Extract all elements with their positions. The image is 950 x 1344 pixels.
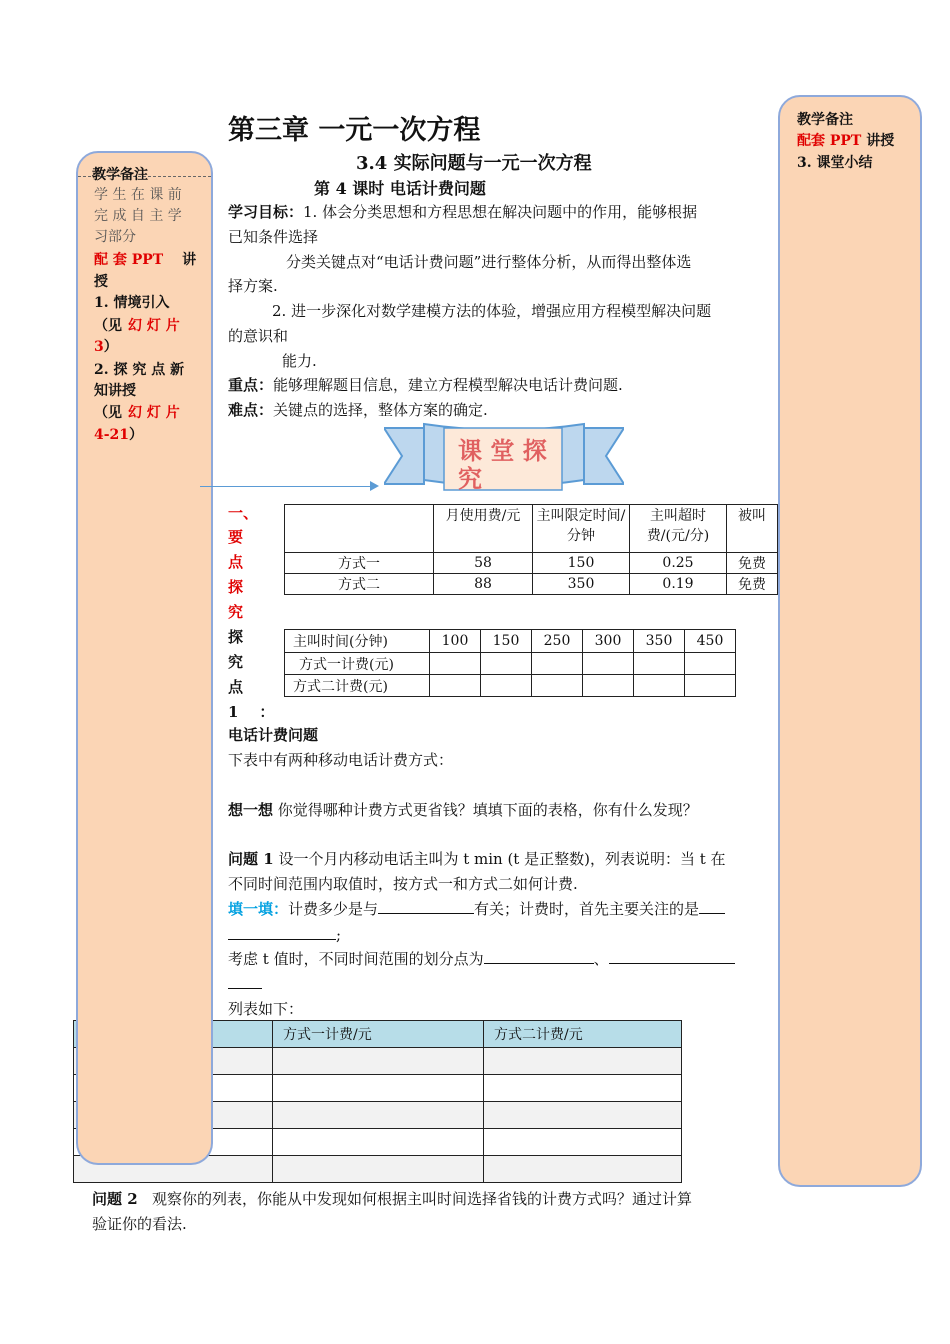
time-table-time: 350 [634, 630, 685, 653]
question-2-label: 问题 2 [92, 1190, 138, 1208]
time-table-time: 300 [583, 630, 634, 653]
list-table-cell [484, 1048, 682, 1075]
time-table-header [285, 630, 736, 653]
section-one-5: 究 [228, 603, 244, 621]
plan-table-row [285, 553, 778, 574]
left-notes-item-2: 2. 探 究 点 新 [94, 362, 185, 378]
left-notes-title: 教学备注 [92, 167, 148, 183]
list-table-cell [273, 1156, 484, 1183]
plan-table-header-cell [285, 505, 434, 553]
time-table-time: 100 [430, 630, 481, 653]
fill-blank-4[interactable] [484, 949, 594, 964]
think-text: 你觉得哪种计费方式更省钱？填填下面的表格，你有什么发现？ [273, 801, 698, 819]
plan-table-cell: 58 [434, 553, 533, 574]
right-notes-item-3: 3. 课堂小结 [797, 155, 873, 171]
fill-blank-2[interactable] [699, 899, 725, 914]
objectives-line-7: 能力. [282, 352, 317, 370]
fill-blank-6[interactable] [228, 988, 262, 989]
difficulty-label: 难点： [228, 401, 274, 419]
question-1-line-2: 不同时间范围内取值时，按方式一和方式二如何计费. [228, 875, 578, 893]
left-notes-text-3: 习部分 [94, 229, 136, 245]
phone-problem-title: 电话计费问题 [228, 726, 319, 744]
plan-table-cell: 方式二 [285, 574, 434, 595]
question-1-label: 问题 1 [228, 850, 274, 868]
fill-line-2-end: ; [336, 926, 342, 944]
time-table-cell [430, 653, 481, 675]
list-table-cell [273, 1075, 484, 1102]
time-table-cell [685, 675, 736, 697]
time-table-cell [583, 653, 634, 675]
banner-text: 课 堂 探 究 [458, 437, 547, 493]
plan-table-cell: 0.25 [630, 553, 727, 574]
lesson-title: 第 4 课时 电话计费问题 [314, 179, 486, 198]
right-notes-title: 教学备注 [797, 112, 853, 128]
left-notes-item-1-ref2 [94, 336, 118, 356]
left-notes-item-2-ref2 [94, 424, 143, 444]
fill-text-a: 计费多少是与 [288, 900, 379, 918]
objectives-line-4: 择方案. [228, 277, 278, 295]
objectives-label: 学习目标： [228, 203, 304, 221]
time-table-cell [430, 675, 481, 697]
left-notes-item-1-slide: 幻 灯 片 [128, 318, 180, 334]
time-table-time: 250 [532, 630, 583, 653]
time-table-time: 150 [481, 630, 532, 653]
key-point-label: 重点： [228, 376, 274, 394]
fill-text-d: 、 [593, 950, 609, 968]
time-table-cell [481, 675, 532, 697]
left-notes-item-2b: 知讲授 [94, 383, 136, 399]
key-point-text: 能够理解题目信息，建立方程模型解决电话计费问题. [273, 376, 623, 394]
key-point [228, 375, 623, 395]
time-table-cell [583, 675, 634, 697]
plan-table-cell: 方式一 [285, 553, 434, 574]
left-notes-ppt-black: 讲 [177, 252, 197, 268]
difficulty-text: 关键点的选择，整体方案的确定. [273, 401, 488, 419]
list-table-cell [484, 1156, 682, 1183]
section-one-2: 要 [228, 528, 244, 546]
time-table-row [285, 653, 736, 675]
chapter-title: 第三章 一元一次方程 [228, 115, 481, 146]
plan-table-header [285, 505, 778, 553]
objectives-line-2: 已知条件选择 [228, 228, 319, 246]
left-notes-item-1-num: 3 [94, 339, 104, 355]
question-2-text-1: 观察你的列表，你能从中发现如何根据主叫时间选择省钱的计费方式吗？通过计算 [137, 1190, 692, 1208]
section-title: 3.4 实际问题与一元一次方程 [356, 153, 592, 174]
objectives-line-5: 2. 进一步深化对数学建模方法的体验，增强应用方程模型解决问题 [272, 302, 712, 320]
plan-table-cell: 0.19 [630, 574, 727, 595]
pointer-arrow-line [200, 486, 372, 487]
plan-table-header-cell: 被叫 [727, 505, 778, 553]
list-table-header-cell: 方式二计费/元 [484, 1021, 682, 1048]
left-notes-item-1-open: （见 [94, 318, 122, 334]
left-notes-item-1-close: ） [103, 339, 118, 355]
left-notes-ppt-red: 配 套 PPT [94, 252, 164, 268]
question-1-text-1: 设一个月内移动电话主叫为 t min (t 是正整数)，列表说明：当 t 在 [273, 850, 726, 868]
section-one-8: 点 [228, 678, 244, 696]
section-one-6: 探 [228, 628, 244, 646]
left-notes-item-1-ref [94, 315, 180, 335]
time-table-cell [532, 653, 583, 675]
list-table-cell [484, 1075, 682, 1102]
fill-line-2 [228, 925, 341, 945]
section-one-3: 点 [228, 553, 244, 571]
list-table-header-cell: 方式一计费/元 [273, 1021, 484, 1048]
plan-table-cell: 150 [533, 553, 630, 574]
right-notes-ppt-black: 讲授 [861, 133, 895, 149]
list-table-cell [273, 1048, 484, 1075]
objectives-line-1 [228, 202, 697, 222]
plan-table-row [285, 574, 778, 595]
section-one-4: 探 [228, 578, 244, 596]
plan-table [284, 504, 778, 595]
left-notes-item-2-num: 4-21 [94, 427, 130, 443]
left-notes-item-2-close: ） [129, 427, 144, 443]
time-table-cell [532, 675, 583, 697]
time-table-header-label: 主叫时间(分钟) [285, 630, 430, 653]
list-table-cell [273, 1129, 484, 1156]
think-label: 想一想 [228, 801, 274, 819]
time-table-cell [685, 653, 736, 675]
section-one-7: 究 [228, 653, 244, 671]
fill-label: 填一填： [228, 900, 289, 918]
question-2-line-1 [92, 1189, 692, 1209]
fill-blank-3[interactable] [228, 925, 336, 940]
left-notes-ppt-2: 授 [94, 274, 108, 290]
section-one-9: 1 ： [228, 703, 275, 721]
difficulty [228, 400, 488, 420]
plan-table-cell: 免费 [727, 574, 778, 595]
time-table-cell [634, 675, 685, 697]
intro-text: 下表中有两种移动电话计费方式： [228, 751, 454, 769]
section-one-1: 一、 [228, 504, 259, 522]
fill-text-b: 有关；计费时，首先主要关注的是 [474, 900, 700, 918]
plan-table-header-cell: 月使用费/元 [434, 505, 533, 553]
left-notes-text-2: 完 成 自 主 学 [94, 208, 182, 224]
right-notes-ppt [797, 130, 894, 150]
left-notes-overlay [76, 1020, 213, 1165]
time-table-time: 450 [685, 630, 736, 653]
fill-blank-1[interactable] [378, 899, 474, 914]
left-notes-text-1: 学 生 在 课 前 [94, 187, 182, 203]
fill-line-3 [228, 949, 735, 969]
right-notes-panel [778, 95, 922, 1187]
time-table [284, 629, 736, 697]
left-notes-item-2-slide: 幻 灯 片 [128, 405, 180, 421]
question-2-line-2: 验证你的看法. [92, 1215, 187, 1233]
fill-text-c: 考虑 t 值时，不同时间范围的划分点为 [228, 950, 484, 968]
plan-table-header-cell: 主叫限定时间/分钟 [533, 505, 630, 553]
plan-table-cell: 88 [434, 574, 533, 595]
think-line [228, 800, 698, 820]
list-table-cell [484, 1102, 682, 1129]
plan-table-cell: 350 [533, 574, 630, 595]
time-table-row-label: 方式一计费(元) [285, 653, 430, 675]
plan-table-header-cell: 主叫超时费/(元/分) [630, 505, 727, 553]
objectives-line-6: 的意识和 [228, 327, 289, 345]
objectives-line-3: 分类关键点对“电话计费问题”进行整体分析，从而得出整体选 [286, 253, 692, 271]
question-1-line-1 [228, 849, 726, 869]
plan-table-cell: 免费 [727, 553, 778, 574]
left-notes-ppt [94, 249, 196, 269]
time-table-cell [481, 653, 532, 675]
fill-blank-5[interactable] [609, 949, 735, 964]
pointer-arrow-head [370, 481, 379, 491]
left-notes-item-2-ref [94, 402, 180, 422]
time-table-row-label: 方式二计费(元) [285, 675, 430, 697]
left-notes-item-2-open: （见 [94, 405, 122, 421]
time-table-row [285, 675, 736, 697]
right-notes-ppt-red: 配套 PPT [797, 133, 862, 149]
list-table-cell [273, 1102, 484, 1129]
fill-line-1 [228, 899, 725, 919]
time-table-cell [634, 653, 685, 675]
objectives-text-1: 1. 体会分类思想和方程思想在解决问题中的作用，能够根据 [303, 203, 698, 221]
list-table-cell [484, 1129, 682, 1156]
left-notes-item-1: 1. 情境引入 [94, 295, 170, 311]
list-intro: 列表如下： [228, 1000, 304, 1018]
